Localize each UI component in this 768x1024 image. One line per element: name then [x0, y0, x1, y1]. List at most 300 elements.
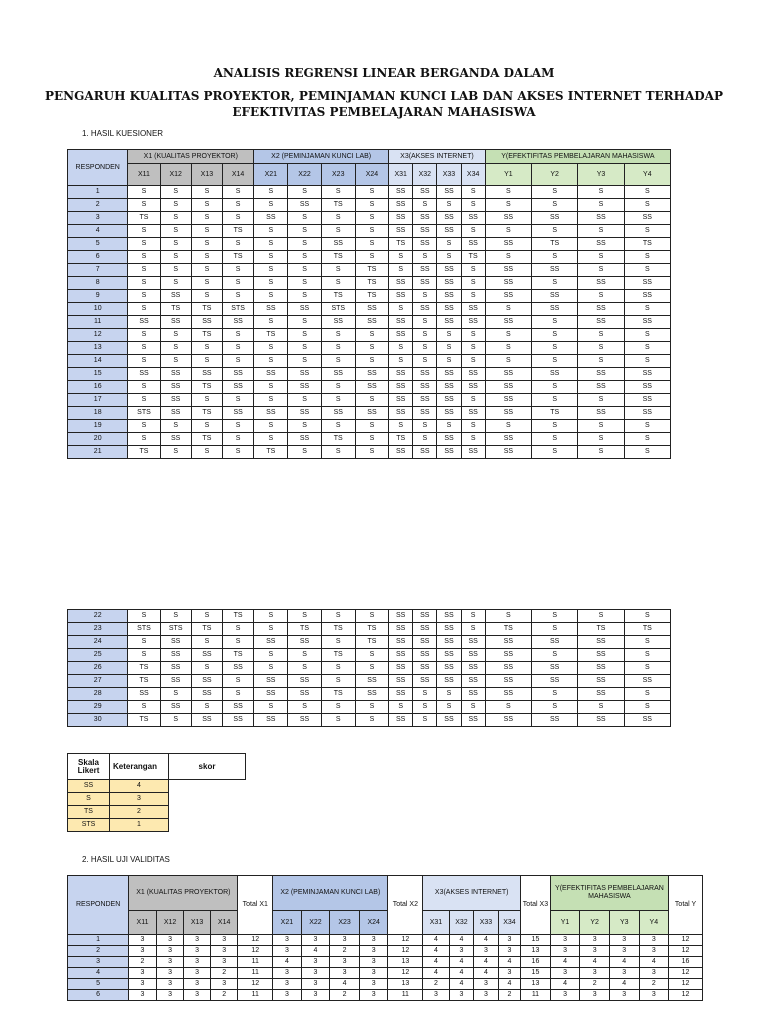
answer-cell: S	[578, 342, 624, 355]
answer-cell: SS	[413, 303, 437, 316]
table-row	[68, 990, 703, 1001]
answer-cell: SS	[254, 303, 288, 316]
likert-row	[68, 806, 246, 819]
answer-cell: S	[413, 420, 437, 433]
score-cell: 3	[156, 990, 184, 1001]
answer-cell: SS	[461, 381, 485, 394]
answer-cell: SS	[389, 225, 413, 238]
answer-cell: S	[413, 329, 437, 342]
answer-cell: TS	[128, 446, 160, 459]
answer-cell: S	[485, 610, 531, 623]
answer-cell: SS	[288, 368, 321, 381]
answer-cell: SS	[578, 688, 624, 701]
responden-header: RESPONDEN	[68, 150, 128, 186]
answer-cell: SS	[461, 662, 485, 675]
answer-cell: SS	[389, 675, 413, 688]
answer-cell: TS	[321, 290, 355, 303]
answer-cell: SS	[254, 407, 288, 420]
score-cell: 3	[580, 935, 610, 946]
answer-cell: S	[624, 649, 670, 662]
score-cell: 3	[156, 979, 184, 990]
answer-cell: SS	[437, 381, 461, 394]
answer-cell: S	[160, 329, 191, 342]
answer-cell: S	[254, 290, 288, 303]
answer-cell: SS	[355, 381, 388, 394]
answer-cell: SS	[485, 636, 531, 649]
answer-cell: S	[128, 355, 160, 368]
answer-cell: S	[223, 675, 254, 688]
responden-number: 11	[68, 316, 128, 329]
answer-cell: SS	[461, 446, 485, 459]
col-header-x21: X21	[254, 164, 288, 186]
answer-cell: S	[254, 355, 288, 368]
answer-cell: SS	[191, 675, 222, 688]
col-header-y1: Y1	[485, 164, 531, 186]
answer-cell: S	[321, 610, 355, 623]
score-cell: 4	[423, 968, 450, 979]
answer-cell: S	[128, 649, 160, 662]
answer-cell: SS	[160, 407, 191, 420]
answer-cell: SS	[389, 277, 413, 290]
answer-cell: S	[223, 433, 254, 446]
answer-cell: S	[128, 329, 160, 342]
responden-number: 5	[68, 238, 128, 251]
val-col-header-x31: X31	[423, 911, 450, 935]
answer-cell: S	[355, 649, 388, 662]
answer-cell: S	[254, 662, 288, 675]
answer-cell: SS	[578, 238, 624, 251]
answer-cell: SS	[191, 649, 222, 662]
answer-cell: S	[485, 186, 531, 199]
likert-keterangan: S	[68, 793, 110, 806]
answer-cell: SS	[288, 381, 321, 394]
col-header-y3: Y3	[578, 164, 624, 186]
val-col-header-x34: X34	[498, 911, 520, 935]
answer-cell: S	[191, 355, 222, 368]
answer-cell: TS	[578, 623, 624, 636]
answer-cell: SS	[355, 368, 388, 381]
answer-cell: TS	[191, 407, 222, 420]
score-cell: 3	[184, 968, 211, 979]
answer-cell: S	[321, 264, 355, 277]
table-row	[68, 186, 671, 199]
answer-cell: S	[191, 662, 222, 675]
table-row	[68, 675, 671, 688]
answer-cell: S	[160, 610, 191, 623]
answer-cell: SS	[624, 277, 670, 290]
answer-cell: S	[321, 355, 355, 368]
responden-number: 23	[68, 623, 128, 636]
answer-cell: SS	[578, 649, 624, 662]
answer-cell: S	[191, 342, 222, 355]
responden-number: 2	[68, 199, 128, 212]
table-row	[68, 368, 671, 381]
answer-cell: SS	[389, 446, 413, 459]
val-col-header-x22: X22	[301, 911, 330, 935]
answer-cell: SS	[461, 636, 485, 649]
answer-cell: SS	[578, 368, 624, 381]
answer-cell: S	[578, 199, 624, 212]
answer-cell: S	[532, 394, 578, 407]
answer-cell: SS	[437, 225, 461, 238]
answer-cell: S	[321, 701, 355, 714]
answer-cell: SS	[532, 636, 578, 649]
table-row	[68, 277, 671, 290]
answer-cell: S	[128, 264, 160, 277]
answer-cell: SS	[485, 675, 531, 688]
answer-cell: S	[254, 381, 288, 394]
answer-cell: S	[128, 225, 160, 238]
answer-cell: SS	[128, 368, 160, 381]
answer-cell: S	[624, 701, 670, 714]
answer-cell: S	[437, 688, 461, 701]
answer-cell: S	[389, 264, 413, 277]
score-cell: 3	[474, 979, 498, 990]
answer-cell: SS	[532, 264, 578, 277]
answer-cell: SS	[461, 212, 485, 225]
answer-cell: S	[532, 688, 578, 701]
answer-cell: STS	[321, 303, 355, 316]
score-cell: 3	[129, 968, 157, 979]
answer-cell: S	[578, 394, 624, 407]
val-col-header-y3: Y3	[609, 911, 639, 935]
answer-cell: S	[223, 636, 254, 649]
answer-cell: S	[223, 277, 254, 290]
answer-cell: S	[355, 225, 388, 238]
answer-cell: S	[128, 610, 160, 623]
answer-cell: SS	[437, 649, 461, 662]
answer-cell: S	[321, 342, 355, 355]
total-cell: 12	[238, 935, 273, 946]
responden-number: 3	[68, 957, 129, 968]
answer-cell: SS	[532, 290, 578, 303]
answer-cell: SS	[461, 649, 485, 662]
answer-cell: SS	[413, 446, 437, 459]
answer-cell: SS	[485, 433, 531, 446]
answer-cell: TS	[191, 303, 222, 316]
answer-cell: S	[413, 251, 437, 264]
answer-cell: S	[191, 446, 222, 459]
total-cell: 13	[388, 979, 423, 990]
answer-cell: SS	[461, 714, 485, 727]
responden-number: 30	[68, 714, 128, 727]
answer-cell: S	[160, 264, 191, 277]
total-cell: 12	[669, 946, 703, 957]
responden-number: 1	[68, 935, 129, 946]
total-cell: 12	[669, 990, 703, 1001]
answer-cell: SS	[288, 675, 321, 688]
table-row	[68, 968, 703, 979]
score-cell: 4	[580, 957, 610, 968]
answer-cell: SS	[288, 636, 321, 649]
answer-cell: SS	[437, 446, 461, 459]
answer-cell: S	[578, 433, 624, 446]
answer-cell: S	[321, 420, 355, 433]
answer-cell: S	[288, 290, 321, 303]
answer-cell: S	[160, 446, 191, 459]
answer-cell: TS	[321, 688, 355, 701]
answer-cell: TS	[160, 303, 191, 316]
val-responden-header: RESPONDEN	[68, 876, 129, 935]
answer-cell: S	[532, 186, 578, 199]
answer-cell: SS	[437, 316, 461, 329]
responden-number: 16	[68, 381, 128, 394]
answer-cell: TS	[461, 251, 485, 264]
answer-cell: S	[128, 199, 160, 212]
score-cell: 3	[550, 946, 580, 957]
answer-cell: S	[191, 238, 222, 251]
answer-cell: SS	[461, 688, 485, 701]
answer-cell: S	[624, 329, 670, 342]
total-cell: 15	[521, 935, 551, 946]
score-cell: 4	[449, 979, 473, 990]
col-header-x32: X32	[413, 164, 437, 186]
score-cell: 3	[639, 935, 669, 946]
answer-cell: SS	[437, 277, 461, 290]
answer-cell: S	[461, 277, 485, 290]
answer-cell: S	[578, 186, 624, 199]
table-row	[68, 316, 671, 329]
answer-cell: S	[578, 355, 624, 368]
score-cell: 3	[449, 990, 473, 1001]
answer-cell: TS	[288, 623, 321, 636]
val-total-x1-header: Total X1	[238, 876, 273, 935]
score-cell: 3	[609, 968, 639, 979]
responden-number: 10	[68, 303, 128, 316]
table-row	[68, 212, 671, 225]
responden-number: 18	[68, 407, 128, 420]
score-cell: 4	[609, 979, 639, 990]
table-row	[68, 623, 671, 636]
table-row	[68, 636, 671, 649]
answer-cell: S	[160, 212, 191, 225]
responden-number: 5	[68, 979, 129, 990]
answer-cell: S	[288, 264, 321, 277]
score-cell: 3	[156, 968, 184, 979]
answer-cell: S	[355, 446, 388, 459]
score-cell: 3	[550, 935, 580, 946]
answer-cell: S	[191, 199, 222, 212]
answer-cell: TS	[128, 675, 160, 688]
answer-cell: S	[389, 355, 413, 368]
answer-cell: TS	[191, 433, 222, 446]
answer-cell: SS	[485, 394, 531, 407]
responden-number: 4	[68, 225, 128, 238]
score-cell: 4	[449, 957, 473, 968]
answer-cell: STS	[223, 303, 254, 316]
answer-cell: S	[355, 212, 388, 225]
answer-cell: S	[128, 251, 160, 264]
val-col-header-x33: X33	[474, 911, 498, 935]
answer-cell: SS	[254, 212, 288, 225]
answer-cell: S	[128, 186, 160, 199]
answer-cell: TS	[321, 199, 355, 212]
section-hasil-kuesioner: 1. HASIL KUESIONER	[82, 129, 164, 138]
answer-cell: SS	[288, 714, 321, 727]
answer-cell: S	[532, 199, 578, 212]
answer-cell: S	[160, 238, 191, 251]
table-row	[68, 688, 671, 701]
total-cell: 11	[521, 990, 551, 1001]
responden-number: 9	[68, 290, 128, 303]
answer-cell: TS	[532, 238, 578, 251]
answer-cell: SS	[413, 662, 437, 675]
total-cell: 13	[521, 979, 551, 990]
responden-number: 21	[68, 446, 128, 459]
total-cell: 12	[238, 946, 273, 957]
answer-cell: SS	[355, 407, 388, 420]
answer-cell: SS	[485, 316, 531, 329]
answer-cell: SS	[389, 688, 413, 701]
score-cell: 3	[184, 946, 211, 957]
answer-cell: S	[485, 420, 531, 433]
answer-cell: SS	[254, 368, 288, 381]
answer-cell: S	[321, 714, 355, 727]
answer-cell: S	[321, 329, 355, 342]
answer-cell: S	[532, 329, 578, 342]
answer-cell: S	[355, 342, 388, 355]
score-cell: 4	[609, 957, 639, 968]
answer-cell: SS	[437, 433, 461, 446]
answer-cell: SS	[223, 662, 254, 675]
answer-cell: SS	[128, 316, 160, 329]
group-x1-header: X1 (KUALITAS PROYEKTOR)	[128, 150, 254, 164]
col-header-x14: X14	[223, 164, 254, 186]
answer-cell: SS	[578, 662, 624, 675]
answer-cell: SS	[578, 277, 624, 290]
answer-cell: TS	[624, 623, 670, 636]
answer-cell: SS	[485, 407, 531, 420]
answer-cell: S	[288, 355, 321, 368]
val-col-header-x32: X32	[449, 911, 473, 935]
answer-cell: SS	[389, 212, 413, 225]
score-cell: 3	[156, 935, 184, 946]
answer-cell: S	[254, 610, 288, 623]
answer-cell: S	[578, 446, 624, 459]
answer-cell: TS	[128, 212, 160, 225]
answer-cell: STS	[128, 623, 160, 636]
answer-cell: S	[532, 342, 578, 355]
answer-cell: SS	[413, 277, 437, 290]
table-row	[68, 649, 671, 662]
answer-cell: S	[160, 688, 191, 701]
score-cell: 3	[184, 935, 211, 946]
answer-cell: S	[223, 446, 254, 459]
score-cell: 4	[498, 979, 520, 990]
score-cell: 3	[474, 990, 498, 1001]
answer-cell: S	[191, 277, 222, 290]
table-row	[68, 394, 671, 407]
val-col-header-y2: Y2	[580, 911, 610, 935]
answer-cell: SS	[389, 316, 413, 329]
responden-number: 28	[68, 688, 128, 701]
answer-cell: S	[485, 329, 531, 342]
answer-cell: SS	[485, 688, 531, 701]
answer-cell: SS	[485, 714, 531, 727]
answer-cell: SS	[413, 610, 437, 623]
col-header-x12: X12	[160, 164, 191, 186]
table-row	[68, 303, 671, 316]
answer-cell: S	[389, 303, 413, 316]
kuesioner-table-continued	[67, 609, 671, 727]
answer-cell: SS	[413, 264, 437, 277]
answer-cell: S	[532, 355, 578, 368]
answer-cell: S	[128, 420, 160, 433]
answer-cell: SS	[389, 199, 413, 212]
answer-cell: SS	[321, 238, 355, 251]
answer-cell: S	[578, 251, 624, 264]
answer-cell: S	[355, 251, 388, 264]
val-group-y-header: Y(EFEKTIFITAS PEMBELAJARAN MAHASISWA	[550, 876, 668, 911]
answer-cell: S	[355, 662, 388, 675]
answer-cell: SS	[578, 675, 624, 688]
answer-cell: TS	[321, 251, 355, 264]
score-cell: 3	[156, 957, 184, 968]
answer-cell: SS	[624, 394, 670, 407]
likert-keterangan-header: Keterangan	[110, 754, 169, 780]
answer-cell: S	[355, 238, 388, 251]
likert-side-label: Skala Likert	[68, 754, 110, 780]
total-cell: 13	[521, 946, 551, 957]
answer-cell: S	[624, 636, 670, 649]
answer-cell: S	[254, 649, 288, 662]
answer-cell: SS	[461, 238, 485, 251]
answer-cell: SS	[223, 316, 254, 329]
answer-cell: S	[191, 264, 222, 277]
answer-cell: SS	[437, 394, 461, 407]
validitas-table	[67, 875, 703, 1001]
answer-cell: SS	[413, 368, 437, 381]
likert-keterangan: SS	[68, 780, 110, 793]
answer-cell: S	[288, 446, 321, 459]
table-row	[68, 251, 671, 264]
val-total-x2-header: Total X2	[388, 876, 423, 935]
answer-cell: S	[624, 446, 670, 459]
answer-cell: SS	[160, 316, 191, 329]
score-cell: 3	[474, 946, 498, 957]
answer-cell: SS	[413, 636, 437, 649]
answer-cell: S	[160, 420, 191, 433]
answer-cell: S	[578, 329, 624, 342]
answer-cell: SS	[437, 290, 461, 303]
val-total-y-header: Total Y	[669, 876, 703, 935]
total-cell: 12	[669, 979, 703, 990]
answer-cell: S	[461, 623, 485, 636]
answer-cell: TS	[254, 446, 288, 459]
answer-cell: S	[321, 186, 355, 199]
answer-cell: S	[321, 225, 355, 238]
table-row	[68, 329, 671, 342]
answer-cell: TS	[355, 623, 388, 636]
total-cell: 12	[669, 968, 703, 979]
answer-cell: S	[624, 251, 670, 264]
answer-cell: SS	[223, 407, 254, 420]
answer-cell: S	[461, 329, 485, 342]
responden-number: 27	[68, 675, 128, 688]
answer-cell: S	[413, 316, 437, 329]
responden-number: 3	[68, 212, 128, 225]
answer-cell: SS	[389, 623, 413, 636]
score-cell: 3	[129, 946, 157, 957]
responden-number: 20	[68, 433, 128, 446]
val-col-header-x13: X13	[184, 911, 211, 935]
answer-cell: TS	[191, 329, 222, 342]
total-cell: 16	[521, 957, 551, 968]
answer-cell: TS	[355, 277, 388, 290]
answer-cell: S	[160, 186, 191, 199]
answer-cell: S	[355, 610, 388, 623]
score-cell: 3	[609, 990, 639, 1001]
